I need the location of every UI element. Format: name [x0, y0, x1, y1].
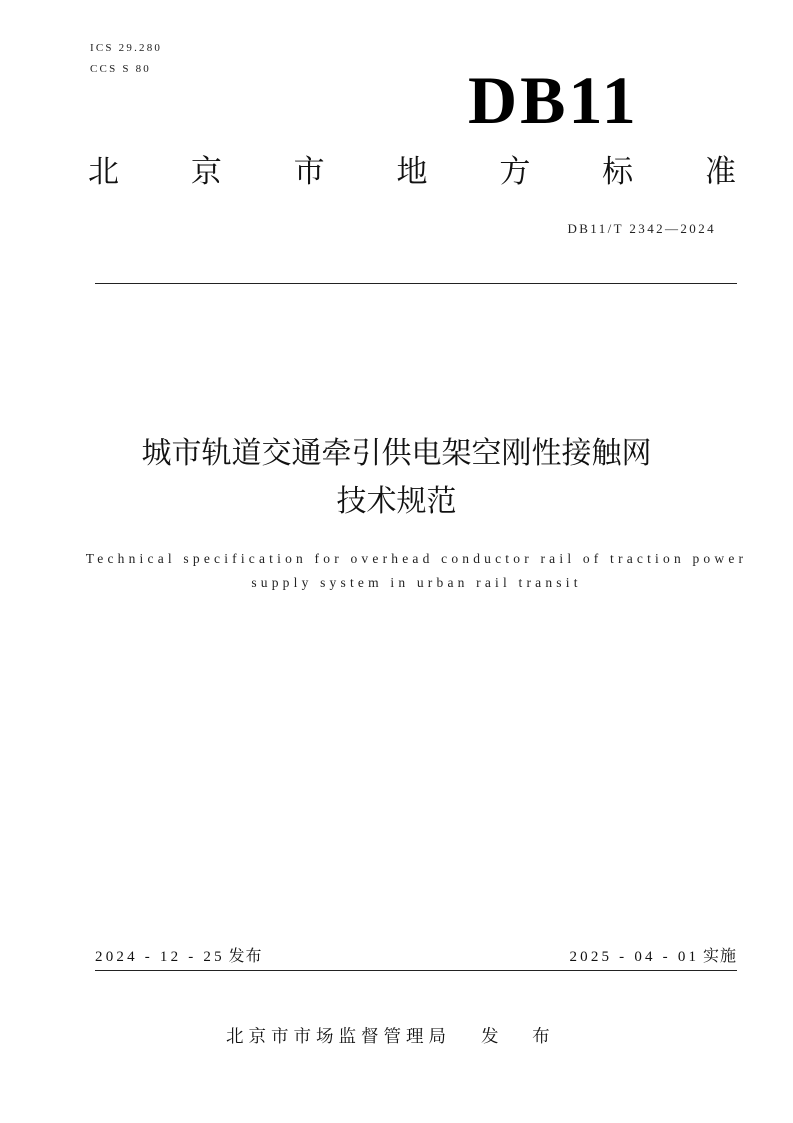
- publish-date: 2024 - 12 - 25: [95, 949, 225, 965]
- standard-type-char: 市: [293, 154, 325, 190]
- standard-type-heading: [88, 150, 736, 194]
- header-divider: [95, 283, 737, 284]
- document-title-zh: [60, 430, 733, 526]
- standard-type-char: 方: [499, 154, 531, 190]
- issuer-name: 北京市市场监督管理局: [226, 1027, 451, 1047]
- title-en-line-2: supply system in urban rail transit: [251, 575, 582, 590]
- ics-code: ICS 29.280: [90, 42, 163, 54]
- publish-info: [95, 944, 263, 969]
- standard-type-char: 京: [190, 154, 222, 190]
- standard-type-char: 标: [602, 154, 634, 190]
- date-row: [95, 944, 737, 969]
- issuer-line: [226, 1024, 564, 1050]
- standard-type-char: 地: [396, 154, 428, 190]
- implement-info: [569, 944, 737, 969]
- standard-number: DB11/T 2342—2024: [567, 221, 716, 236]
- implement-date: 2025 - 04 - 01: [569, 949, 700, 965]
- standard-logo: DB11: [468, 62, 639, 138]
- implement-label: 实施: [702, 946, 737, 965]
- title-zh-line-1: 城市轨道交通牵引供电架空刚性接触网: [141, 436, 652, 471]
- standard-type-char: 北: [88, 154, 119, 190]
- document-title-en: [60, 547, 773, 595]
- standard-type-char: 准: [704, 154, 736, 190]
- title-en-line-1: Technical specification for overhead conductor rail of traction power: [85, 551, 748, 566]
- classification-codes: [90, 38, 162, 80]
- issue-label: 发 布: [481, 1027, 564, 1047]
- ccs-code: CCS S 80: [90, 63, 152, 75]
- footer-divider: [95, 970, 737, 971]
- title-zh-line-2: 技术规范: [336, 484, 457, 519]
- publish-label: 发布: [228, 946, 263, 965]
